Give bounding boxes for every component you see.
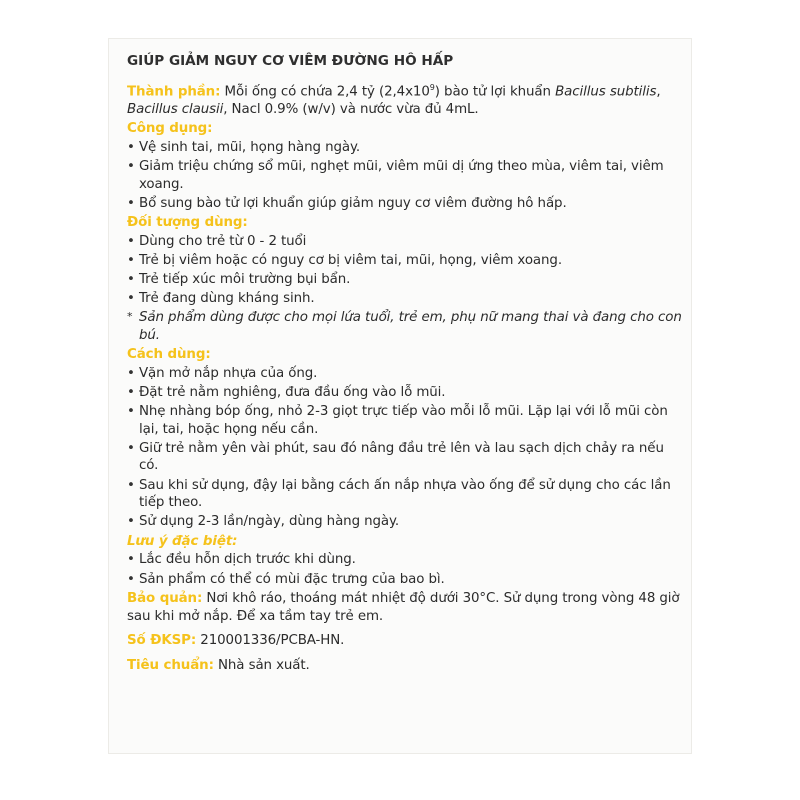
list-item: • Trẻ đang dùng kháng sinh. [127,290,683,308]
composition-text-4: , Nacl 0.9% (w/v) và nước vừa đủ 4mL. [223,101,479,117]
audience-section [127,214,683,344]
composition-label: Thành phần: [127,84,221,100]
list-item: • Sử dụng 2-3 lần/ngày, dùng hàng ngày. [127,513,683,531]
uses-section [127,120,683,212]
registration-text: 210001336/PCBA-HN. [196,633,345,649]
list-item: • Đặt trẻ nằm nghiêng, đưa đầu ống vào lỗ mũi. [127,384,683,402]
audience-note [127,309,683,344]
product-info-content [127,53,683,676]
composition-text-2: ) bào tử lợi khuẩn [434,84,556,100]
list-item: • Bổ sung bào tử lợi khuẩn giúp giảm nguy cơ viêm đường hô hấp. [127,195,683,213]
list-item: • Dùng cho trẻ từ 0 - 2 tuổi [127,233,683,251]
notes-heading: Lưu ý đặc biệt: [127,533,238,549]
page-title: GIÚP GIẢM NGUY CƠ VIÊM ĐƯỜNG HÔ HẤP [127,53,454,69]
notes-list [127,551,683,588]
directions-section [127,346,683,530]
audience-note-text: Sản phẩm dùng được cho mọi lứa tuổi, trẻ em, phụ nữ mang thai và đang cho con bú. [139,310,682,343]
standard-text: Nhà sản xuất. [213,657,310,673]
list-item: • Vệ sinh tai, mũi, họng hàng ngày. [127,139,683,157]
directions-list [127,365,683,531]
list-item: • Trẻ bị viêm hoặc có nguy cơ bị viêm tai, mũi, họng, viêm xoang. [127,252,683,270]
uses-heading: Công dụng: [127,121,213,137]
list-item: • Giảm triệu chứng sổ mũi, nghẹt mũi, viêm mũi dị ứng theo mùa, viêm tai, viêm xoang. [127,158,683,193]
list-item: • Sau khi sử dụng, đậy lại bằng cách ấn nắp nhựa vào ống để sử dụng cho các lần tiếp theo. [127,477,683,512]
composition-exponent: 9 [429,82,435,92]
storage-paragraph [127,590,683,625]
audience-heading: Đối tượng dùng: [127,215,248,231]
list-item: • Trẻ tiếp xúc môi trường bụi bẩn. [127,271,683,289]
standard-paragraph [127,657,683,675]
registration-label: Số ĐKSP: [127,633,197,649]
composition-text-1: Mỗi ống có chứa 2,4 tỷ (2,4x10 [220,84,430,100]
storage-label: Bảo quản: [127,591,203,607]
asterisk-icon: * [127,310,133,324]
product-info-card [108,38,692,754]
notes-section [127,533,683,588]
audience-list [127,233,683,308]
directions-heading: Cách dùng: [127,347,211,363]
composition-species-2: Bacillus clausii [127,101,224,117]
list-item: • Lắc đều hỗn dịch trước khi dùng. [127,551,683,569]
standard-label: Tiêu chuẩn: [127,657,214,673]
registration-paragraph [127,632,683,650]
list-item: • Sản phẩm có thể có mùi đặc trưng của bao bì. [127,571,683,589]
list-item: • Giữ trẻ nằm yên vài phút, sau đó nâng đầu trẻ lên và lau sạch dịch chảy ra nếu có. [127,440,683,475]
composition-paragraph [127,79,683,119]
storage-text: Nơi khô ráo, thoáng mát nhiệt độ dưới 30°C. Sử dụng trong vòng 48 giờ sau khi mở nắp. Để xa tầm tay trẻ em. [127,591,680,624]
uses-list [127,139,683,212]
list-item: • Vặn mở nắp nhựa của ống. [127,365,683,383]
composition-text-3: , [656,84,661,100]
composition-species-1: Bacillus subtilis [555,84,657,100]
list-item: • Nhẹ nhàng bóp ống, nhỏ 2-3 giọt trực tiếp vào mỗi lỗ mũi. Lặp lại với lỗ mũi còn lại, tai, hoặc họng nếu cần. [127,403,683,438]
